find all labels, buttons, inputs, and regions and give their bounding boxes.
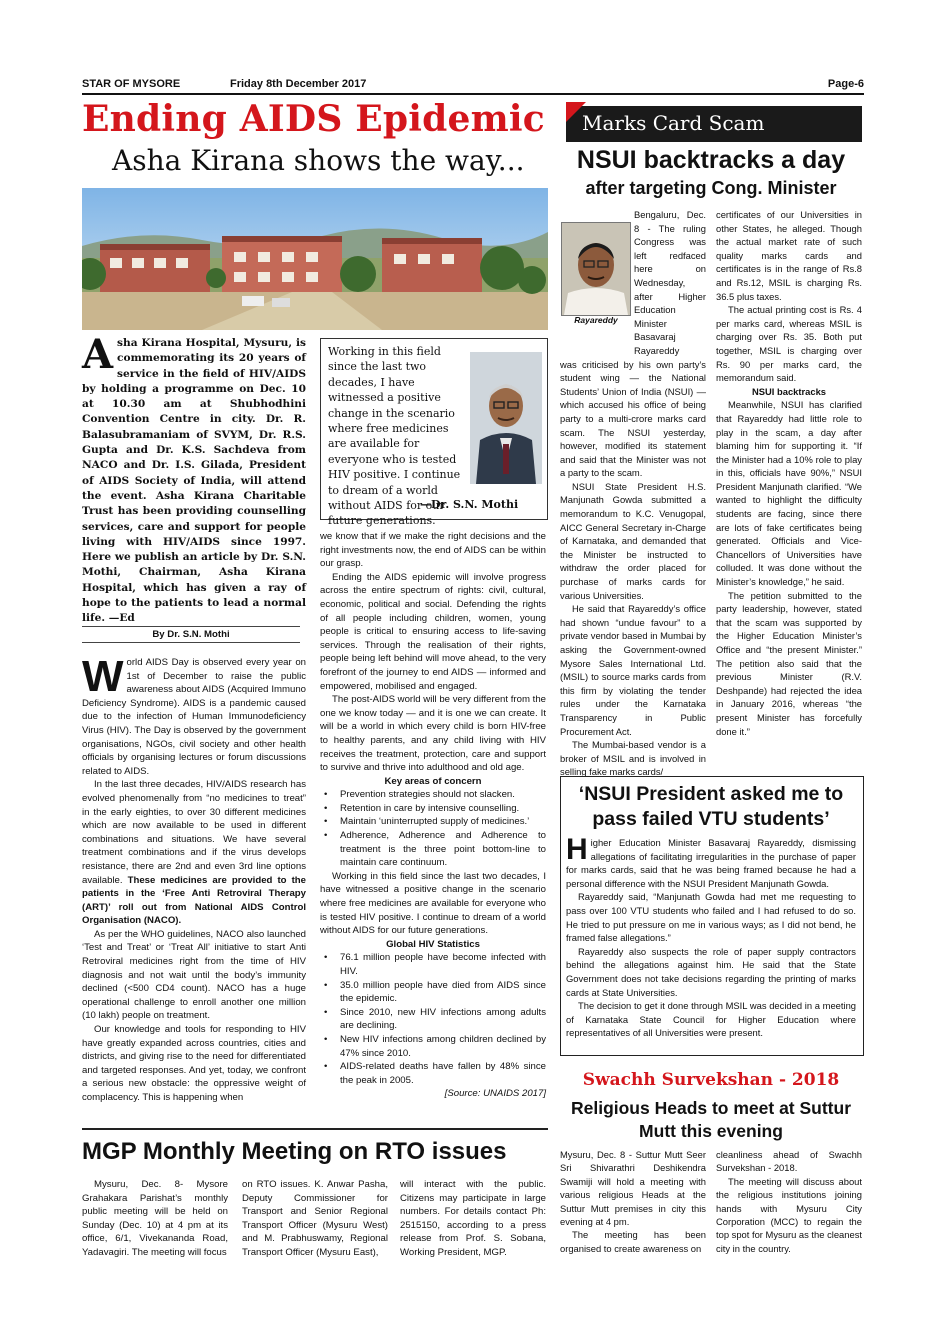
scam-col2	[716, 208, 862, 738]
aids-intro	[82, 331, 306, 627]
list-item: • AIDS-related deaths have fallen by 48% since the peak in 2005.	[334, 1060, 546, 1087]
list-item: • Since 2010, new HIV infections among adults are declining.	[334, 1006, 546, 1033]
swachh-kicker: Swachh Survekshan - 2018	[582, 1070, 840, 1090]
intro-dropcap: A	[82, 331, 114, 378]
col1-p3: As per the WHO guidelines, NACO also launched ‘Test and Treat’ or ‘Treat All’ initiative to start Anti Retroviral medicines right from the time of HIV diagnosis and not wait until the body’s immunity declined (<500 CD4 count). NACO has a huge operational challenge to enroll another one million (10 lakh) people on treatment.	[82, 928, 306, 1022]
list-item: • Maintain ‘uninterrupted supply of medicines.’	[334, 815, 546, 829]
scam-col2-p4: The petition submitted to the party leadership, however, stated that the scam was supported by the Higher Education Minister’s Office and “the present Minister.” The petition also said that the previous Minister (R.V. Deshpande) had rejected the idea in January 2016, whereas “the present Minister has forcefully done it.”	[716, 589, 862, 737]
concerns-heading: Key areas of concern	[384, 775, 482, 787]
list-item: • New HIV infections among children declined by 47% since 2010.	[334, 1033, 546, 1060]
scam-col1	[560, 208, 706, 779]
mgp-col1	[82, 1178, 228, 1260]
swachh-col1-p1: Mysuru, Dec. 8 - Suttur Mutt Seer Sri Shivarathri Deshikendra Swamiji will hold a meeting with various religious Heads at the Suttur Mutt premises in city this evening at 4 pm.	[560, 1149, 706, 1228]
scam-col2-p2: The actual printing cost is Rs. 4 per marks card, whereas MSIL is charging over Rs. 35. Both put together, MSIL is charging over Rs. 90 per marks card, the memorandum said.	[716, 304, 862, 384]
aids-col1	[82, 652, 306, 1105]
swachh-col1	[560, 1148, 706, 1255]
swachh-col2	[716, 1148, 862, 1255]
list-item: • 76.1 million people have become infected with HIV.	[334, 951, 546, 978]
aids-col2	[320, 530, 546, 1101]
list-item: • Adherence, Adherence and Adherence to treatment is the three point bottom-line to maintain care continuum.	[334, 829, 546, 870]
mothi-photo	[470, 352, 542, 484]
mgp-col2-text: on RTO issues. K. Anwar Pasha, Deputy Commissioner for Transport and Senior Regional Transport Officer (Mysuru West) and M. Prabhuswamy, Regional Transport Officer (Mysuru East),	[242, 1179, 388, 1258]
col2-p3: The post-AIDS world will be very different from the one we know today — and it is one we can create. It will be a world in which every child is born HIV-free to healthy parents, and any child living with HIV receives the treatment, protection, care and support to survive and thrive into adulthood and old age.	[320, 694, 546, 774]
swachh-col2-p1: cleanliness ahead of Swachh Survekshan - 2018.	[716, 1149, 862, 1174]
stats-list	[320, 951, 546, 1087]
col1-dropcap: W	[82, 652, 124, 701]
issue-date: Friday 8th December 2017	[230, 78, 367, 90]
scam-col1-lead: Bengaluru, Dec. 8 - The ruling Congress was left redfaced here on Wednesday, after Higher Education Minister Basavaraj Rayareddy	[634, 209, 706, 356]
vtu-dropcap: H	[566, 833, 588, 866]
byline: By Dr. S.N. Mothi	[82, 626, 300, 643]
mgp-col3-text: will interact with the public. Citizens may participate in large numbers. For details contact Ph: 2515150, according to a press release from Prof. S. Sobana, Working President, MGP.	[400, 1179, 546, 1258]
col1-p2: In the last three decades, HIV/AIDS research has evolved phenomenally from “no medicines to treat” in the early eighties, to over 30 different medicines which are now available to be used in different combinations and situations. We have several treatment combinations and if the virus develops resistance, there are 2nd and even 3rd line options available.	[82, 779, 306, 886]
swachh-col1-p2: The meeting has been organised to create awareness on	[560, 1229, 706, 1254]
col2-p1: we know that if we make the right decisions and the right investments now, the end of AIDS can be within our grasp.	[320, 531, 546, 570]
scam-col2-p1: certificates of our Universities in other States, he alleged. Though the actual market rate of such quality marks cards and certificates is in the range of Rs.8 and Rs.12, MSIL is charging Rs. 36.5 plus taxes.	[716, 209, 862, 302]
scam-subheadline: after targeting Cong. Minister	[585, 178, 837, 198]
list-item: • Retention in care by intensive counselling.	[334, 802, 546, 816]
scam-subhead: NSUI backtracks	[752, 385, 826, 397]
mgp-col2	[242, 1178, 388, 1260]
scam-col1-p1: was criticised by his own party’s student wing — the National Students’ Union of India (NSUI) — which accused his office of being party to a multi-crore marks card scam. The NSUI yesterday, however, modified its statement and said that the Minister was not a party to the scam.	[560, 358, 706, 479]
mgp-col3	[400, 1178, 546, 1260]
mgp-col1-text: Mysuru, Dec. 8- Mysore Grahakara Parishat’s monthly public meeting will be held on Sunday (Dec. 10) at 4 pm at its office, 6/1, Vivekananda Road, Yadavagiri. The meeting will focus	[82, 1179, 228, 1258]
banner-label: Marks Card Scam	[582, 111, 765, 135]
list-item: • 35.0 million people have died from AIDS since the epidemic.	[334, 979, 546, 1006]
pull-quote-signature: —Dr. S.N. Mothi	[420, 498, 519, 511]
concerns-list	[320, 788, 546, 870]
paper-name: STAR OF MYSORE	[82, 78, 181, 90]
scam-col1-p2: NSUI State President H.S. Manjunath Gowda submitted a memorandum to K.C. Venugopal, AICC General Secretary in-Charge of Karnataka, and demanded that the Minister be instructed to withdraw the order placed for purchase of marks cards for various Universities.	[560, 480, 706, 601]
masthead	[82, 77, 864, 95]
intro-text: sha Kirana Hospital, Mysuru, is commemorating its 20 years of service in the field of HIV/AIDS by holding a programme on Dec. 10 at 10.30 am at Shubhodhini Convention Centre in city. Dr. R. Balasubramaniam of SVYM, Dr. R.S. Gupta and Dr. K.S. Sachdeva from NACO and Dr. I.S. Gilada, President of AIDS Society of India, will attend the event. Asha Kirana Charitable Trust has been providing counselling services, care and support for people living with HIV/AIDS since 1997. Here we publish an article by Dr. S.N. Mothi, Chairman, Asha Kirana Hospital, which has given a ray of hope to the patients to lead a normal life. —Ed	[82, 337, 306, 625]
scam-headline: NSUI backtracks a day	[576, 146, 846, 174]
source-note: [Source: UNAIDS 2017]	[444, 1088, 546, 1100]
list-item: • Prevention strategies should not slacken.	[334, 788, 546, 802]
col2-p2: Ending the AIDS epidemic will involve progress across the entire spectrum of rights: civil, cultural, economic, political and social. Defending the rights of all people including children, women, young people is critical to ensuring access to life-saving services. Through the realisation of their rights, people being left behind will move ahead, to the very forefront of the journey to end AIDS — informed and empowered, mobilised and engaged.	[320, 571, 546, 692]
section-divider	[82, 1128, 548, 1130]
vtu-p3: Rayareddy also suspects the role of paper supply contractors behind the allegations against him. He said that the State Government does not take decisions regarding the printing of marks cards at State Universities.	[566, 945, 856, 998]
vtu-p2: Rayareddy said, “Manjunath Gowda had met me requesting to pass over 100 VTU students who failed and I had refused to do so. He tried to put pressure on me in various ways; as I did not bend, he framed false allegations.”	[566, 891, 856, 944]
mgp-headline: MGP Monthly Meeting on RTO issues	[82, 1138, 507, 1165]
vtu-p1: igher Education Minister Basavaraj Rayareddy, dismissing allegations of facilitating irregularities in the purchase of paper for marks cards, said that he was being framed because he had a personal difference with the NSUI President Manjunath Gowda.	[566, 837, 856, 889]
scam-col1-p3: He said that Rayareddy’s office had shown “undue favour” to a private vendor based in Mumbai by asking the Government-owned Mysore Sales International Ltd. (MSIL) to source marks cards from this firm by violating the tender rules under the Karnataka Transparency in Public Procurement Act.	[560, 603, 706, 737]
col1-p2-bold: These medicines are provided to the patients in the ‘Free Anti Retroviral Therapy (ART)’ roll out from National AIDS Control Organisation (NACO).	[82, 874, 306, 927]
col2-p4: Working in this field since the last two decades, I have witnessed a positive change in the scenario where free medicines are available for everyone who is tested HIV positive. I continue to dream of a world without AIDS for our future generations.	[320, 870, 546, 937]
vtu-headline: ‘NSUI President asked me to pass failed VTU students’	[578, 783, 844, 830]
aids-headline: Ending AIDS Epidemic	[82, 98, 545, 140]
pull-quote-text: Working in this field since the last two decades, I have witnessed a positive change in the scenario where free medicines are available for everyone who is tested HIV positive. I continue to dream of a world without AIDS for our future generations.	[328, 345, 461, 528]
scam-col1-p4: The Mumbai-based vendor is a broker of MSIL and is involved in selling fake marks cards/	[560, 739, 706, 778]
swachh-col2-p2: The meeting will discuss about the religious institutions joining hands with Mysuru City Corporation (MCC) to regain the top spot for Mysuru as the cleanest city in the country.	[716, 1175, 862, 1254]
stats-heading: Global HIV Statistics	[386, 938, 480, 950]
swachh-headline: Religious Heads to meet at Suttur Mutt this evening	[570, 1098, 852, 1141]
scam-col2-p3: Meanwhile, NSUI has clarified that Rayareddy had little role to play in the scam, a day after blaming him for supporting it. “If the Minister had a 10% role to play in this, officials have 90%,” NSUI President Manjunath clarified. “We wanted to highlight the difficulty students are facing, since there are lots of fake certificates being generated. Officials and Vice-Chancellors of Universities have colluded. It was done without the Minister’s knowledge,” he said.	[716, 399, 862, 588]
hospital-photo	[82, 188, 548, 330]
page-number: Page-6	[827, 78, 864, 90]
vtu-p4: The decision to get it done through MSIL was decided in a meeting of Karnataka State Council for Higher Education where representatives of all Universities were present.	[566, 1000, 856, 1039]
vtu-body	[566, 833, 856, 1040]
aids-subhead: Asha Kirana shows the way...	[112, 144, 525, 177]
col1-p1: orld AIDS Day is observed every year on 1st of December to raise the public awareness about AIDS (Acquired Immuno Deficiency Syndrome). AIDS is a pandemic caused due to the infection of Human Immunodeficiency Virus (HIV). The Day is observed by the government organisations, NGOs, civil society and other health officials by organising lectures or forum discussions related to AIDS.	[82, 657, 306, 777]
photo-caption: Rayareddy	[574, 315, 618, 325]
col1-p4: Our knowledge and tools for responding to HIV have greatly expanded across countries, cities and districts, and giving rise to the need for differentiated and targeted responses. And yet, today, we confront a serious new obstacle: the oppressive weight of complacency. This is happening when	[82, 1024, 306, 1103]
